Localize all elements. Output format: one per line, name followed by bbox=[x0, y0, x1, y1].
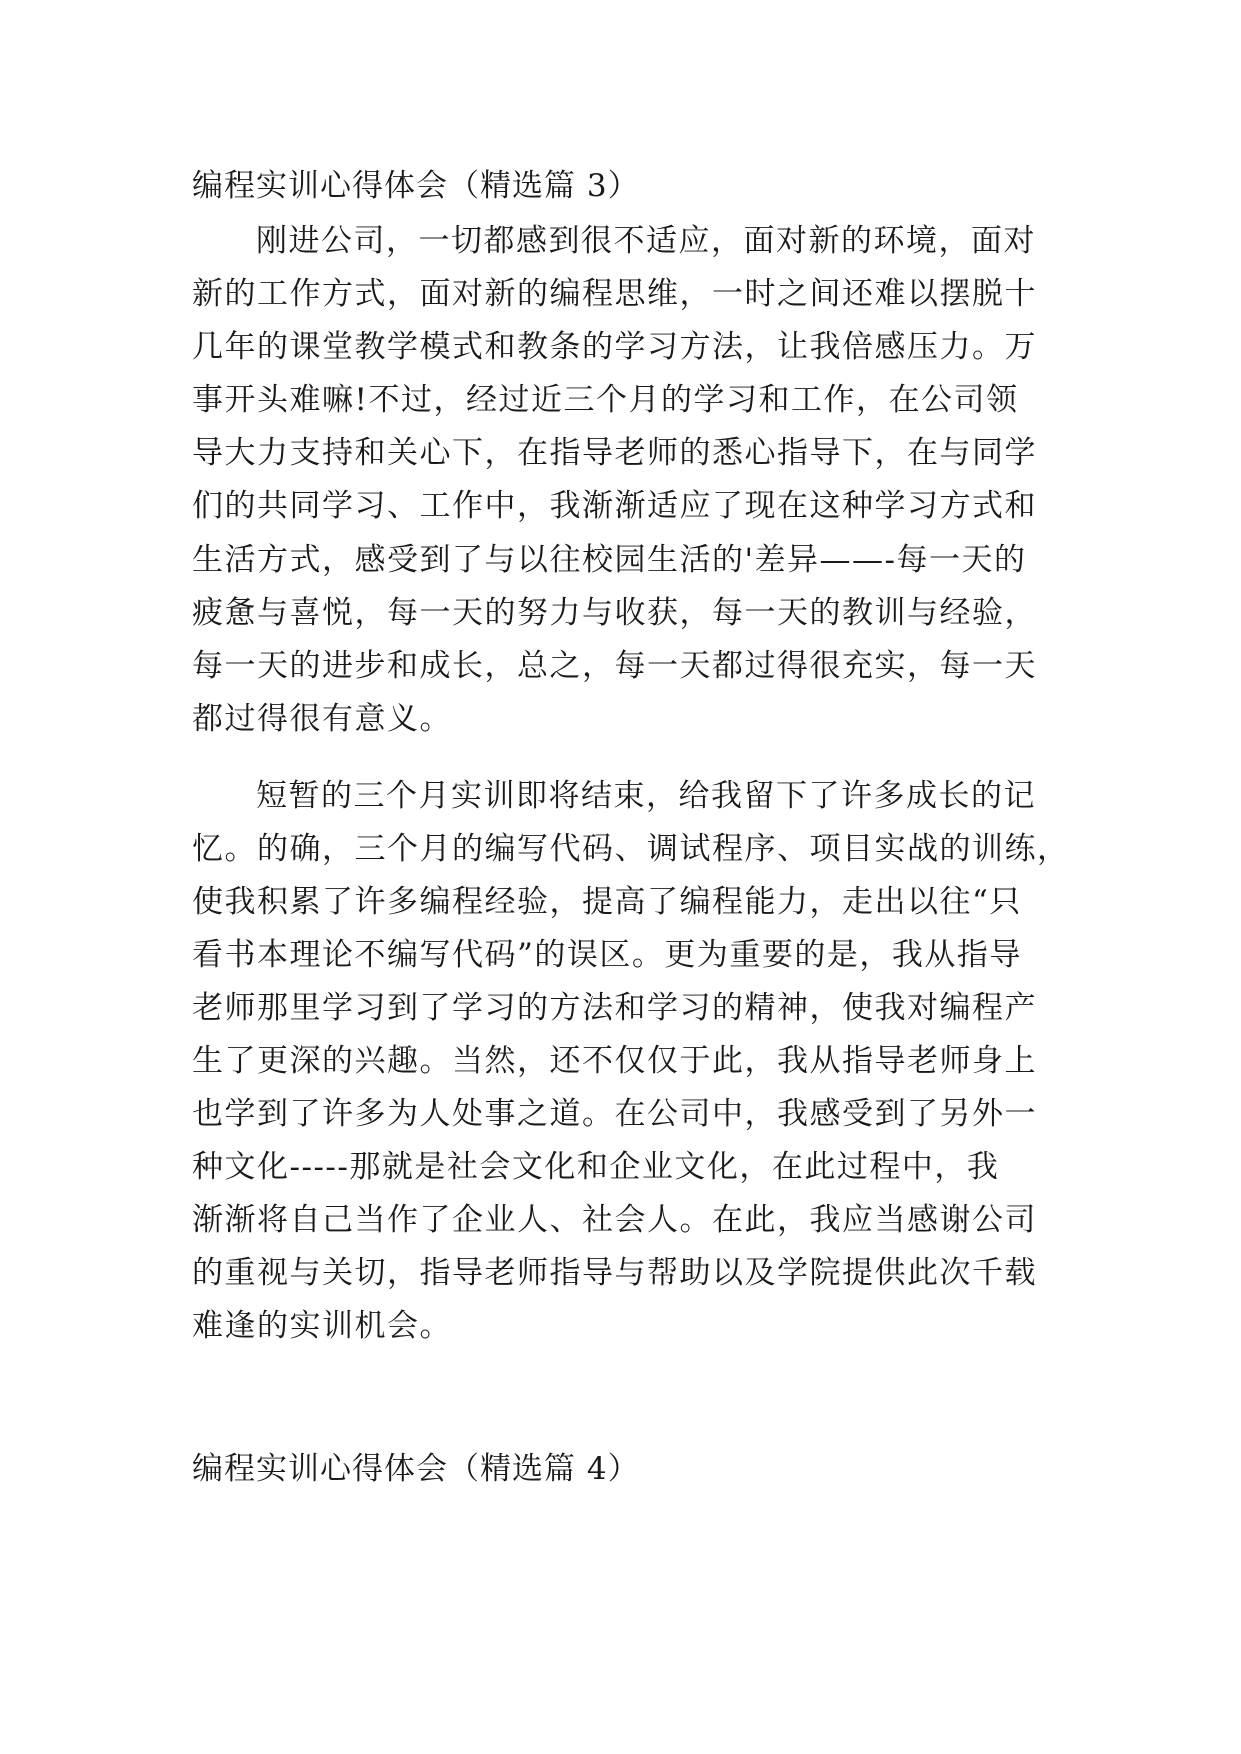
paragraph-line: 生活方式，感受到了与以往校园生活的'差异——-每一天的 bbox=[192, 542, 1027, 578]
paragraph-line: 的重视与关切，指导老师指导与帮助以及学院提供此次千载 bbox=[192, 1255, 1037, 1291]
paragraph-line: 导大力支持和关心下，在指导老师的悉心指导下，在与同学 bbox=[192, 435, 1037, 471]
paragraph-line: 每一天的进步和成长，总之，每一天都过得很充实，每一天 bbox=[192, 648, 1037, 684]
paragraph-line: 新的工作方式，面对新的编程思维，一时之间还难以摆脱十 bbox=[192, 276, 1037, 312]
paragraph-line: 疲惫与喜悦，每一天的努力与收获，每一天的教训与经验， bbox=[192, 595, 1037, 631]
paragraph-line: 刚进公司，一切都感到很不适应，面对新的环境，面对 bbox=[256, 223, 1036, 259]
paragraph-line: 们的共同学习、工作中，我渐渐适应了现在这种学习方式和 bbox=[192, 488, 1037, 524]
paragraph-line: 短暂的三个月实训即将结束，给我留下了许多成长的记 bbox=[256, 778, 1036, 814]
paragraph-line: 生了更深的兴趣。当然，还不仅仅于此，我从指导老师身上 bbox=[192, 1043, 1037, 1079]
section-heading: 编程实训心得体会（精选篇 4） bbox=[192, 1451, 640, 1487]
paragraph-line: 都过得很有意义。 bbox=[192, 701, 452, 737]
paragraph-line: 忆。的确，三个月的编写代码、调试程序、项目实战的训练， bbox=[192, 831, 1070, 867]
paragraph-line: 事开头难嘛!不过，经过近三个月的学习和工作，在公司领 bbox=[192, 382, 1019, 418]
paragraph-line: 种文化-----那就是社会文化和企业文化，在此过程中，我 bbox=[192, 1149, 1000, 1185]
paragraph-line: 难逢的实训机会。 bbox=[192, 1308, 452, 1344]
paragraph-line: 也学到了许多为人处事之道。在公司中，我感受到了另外一 bbox=[192, 1096, 1037, 1132]
paragraph-line: 使我积累了许多编程经验，提高了编程能力，走出以往“只 bbox=[192, 884, 1022, 920]
paragraph-line: 渐渐将自己当作了企业人、社会人。在此，我应当感谢公司 bbox=[192, 1202, 1037, 1238]
paragraph-line: 老师那里学习到了学习的方法和学习的精神，使我对编程产 bbox=[192, 990, 1037, 1026]
paragraph-line: 几年的课堂教学模式和教条的学习方法，让我倍感压力。万 bbox=[192, 329, 1037, 365]
section-heading: 编程实训心得体会（精选篇 3） bbox=[192, 168, 640, 204]
paragraph-line: 看书本理论不编写代码”的误区。更为重要的是，我从指导 bbox=[192, 937, 1022, 973]
